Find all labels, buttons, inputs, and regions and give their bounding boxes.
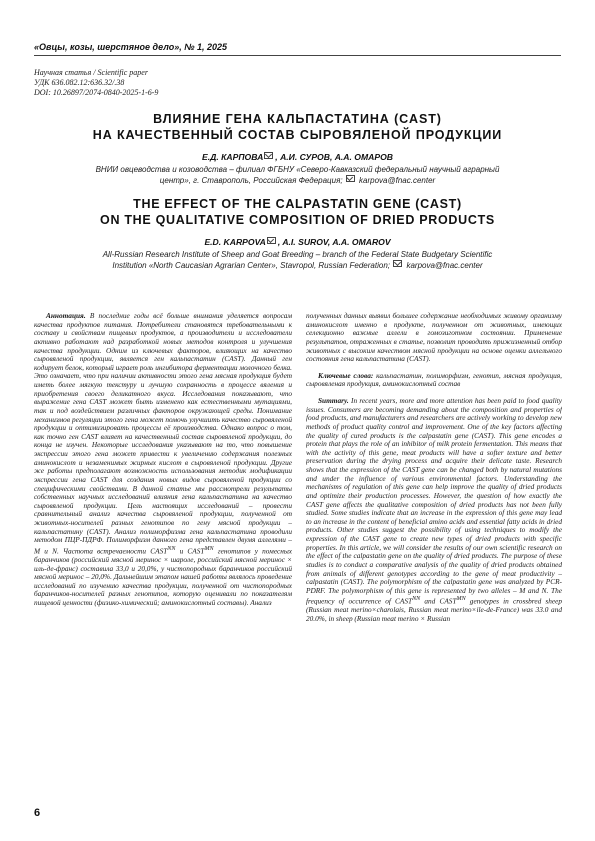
en-summary-text-3: genotypes in crossbred sheep (Russian meat merino×charolais, Russian meat merino×ile-de-France) was 33.0 and 20.0%, in sheep (Russian meat merino × Russian bbox=[306, 596, 562, 624]
ru-title bbox=[34, 111, 561, 143]
ru-title-line-2: НА КАЧЕСТВЕННЫЙ СОСТАВ СЫРОВЯЛЕНОЙ ПРОДУКЦИИ bbox=[92, 128, 503, 142]
en-summary-text: In recent years, more and more attention has been paid to food quality issues. Consumers are becoming demanding about the composition and properties of food products, and manufacturers and researchers are actively working to develop new methods of product quality control and improvement. One of the key factors affecting the quality of cured products is the calpastatin gene (CAST). This gene encodes a protein that plays the role of an inhibitor of milk protein fermentation. This means that with the activity of this gene, meat products will have a softer texture and better preservation during the drying process and acquire their delicate taste. Research shows that the expression of the CAST gene can be changed both by natural mutations and under the influence of various environmental factors. Understanding the mechanisms of regulation of this gene can help improve the quality of dried products and optimize their production processes. However, the question of how exactly the CAST gene affects the qualitative composition of dried products has not been fully studied. Some studies indicate that an increase in the expression of this gene may lead to an increase in the content of beneficial amino acids and essential fatty acids in dried products. Other studies suggest the possibility of using techniques to modify the expression of the CAST gene to create new types of dried products with specific properties. In this article, we will consider the results of our own scientific research on the effect of the calpastatin gene on the quality of dried products. The purpose of these studies is to conduct a comparative analysis of the quality of dried products obtained from animals of different genotypes according to the gene of meat productivity – calpastatin (CAST). The polymorphism of the calpastatin gene was analyzed by PCR-PDRF. The polymorphism of this gene is represented by two alleles – M and N. The frequency of occurrence of CAST bbox=[306, 396, 562, 606]
email-icon bbox=[264, 152, 273, 159]
en-authors bbox=[34, 237, 561, 247]
ru-keywords-text: кальпастатин, полиморфизм, генотип, мясная продукция, сыровяленая продукция, аминокислотный состав bbox=[306, 370, 562, 389]
header-rule bbox=[34, 55, 561, 56]
ru-aff-line-1: ВНИИ овцеводства и козоводства – филиал ФГБНУ «Северо-Кавказский федеральный научный аграрный bbox=[95, 165, 500, 174]
ru-authors-rest: , А.И. СУРОВ, А.А. ОМАРОВ bbox=[275, 152, 393, 162]
ru-author-1: Е.Д. КАРПОВА bbox=[202, 152, 264, 162]
sup-nn-en: NN bbox=[412, 596, 421, 603]
en-email[interactable]: karpova@fnac.center bbox=[406, 261, 483, 270]
ru-abstract bbox=[34, 312, 292, 608]
ru-abstract-text-2: и CAST bbox=[175, 546, 205, 556]
ru-abstract-label: Аннотация. bbox=[46, 312, 86, 320]
sup-nn: NN bbox=[167, 545, 176, 552]
ru-email[interactable]: karpova@fnac.center bbox=[359, 176, 436, 185]
en-aff-line-2: Institution «North Caucasian Agrarian Center», Stavropol, Russian Federation; bbox=[112, 261, 393, 270]
en-summary-label: Summary. bbox=[318, 396, 349, 405]
en-title bbox=[34, 196, 561, 228]
email-icon bbox=[267, 237, 276, 244]
sup-mn-en: MN bbox=[456, 596, 466, 603]
journal-header: «Овцы, козы, шерстяное дело», № 1, 2025 bbox=[34, 42, 228, 52]
ru-title-line-1: ВЛИЯНИЕ ГЕНА КАЛЬПАСТАТИНА (CAST) bbox=[153, 112, 442, 126]
email-icon bbox=[393, 260, 402, 267]
sup-mn: MN bbox=[204, 545, 214, 552]
en-author-1: E.D. KARPOVA bbox=[204, 237, 266, 247]
page-number: 6 bbox=[34, 807, 41, 819]
en-summary bbox=[306, 397, 562, 624]
ru-abstract-continued: полученных данных выявил большее содержание необходимых живому организму аминокислот именно в продукте, полученном от животных, имеющих селекционно важные аллели в гомозиготном состоянии. Применение результатов, отраженных в статье, позволит проводить прижизненный отбор животных с высоким качеством мясной продукции на основе оценки аллельного состояния гена кальпастатина (CAST). bbox=[306, 312, 562, 364]
en-title-line-2: ON THE QUALITATIVE COMPOSITION OF DRIED PRODUCTS bbox=[100, 213, 495, 227]
left-column bbox=[34, 312, 292, 807]
article-type: Научная статья / Scientific paper bbox=[34, 68, 148, 77]
ru-authors bbox=[34, 152, 561, 162]
udc-code: УДК 636.082.12:636.32/.38 bbox=[34, 78, 125, 87]
email-icon bbox=[346, 175, 355, 182]
ru-affiliation bbox=[40, 165, 555, 186]
en-title-line-1: THE EFFECT OF THE CALPASTATIN GENE (CAST) bbox=[133, 197, 462, 211]
doi: DOI: 10.26897/2074-0840-2025-1-6-9 bbox=[34, 88, 159, 97]
article-meta bbox=[34, 68, 158, 98]
ru-keywords-label: Ключевые слова: bbox=[318, 370, 374, 380]
right-column bbox=[306, 312, 562, 807]
ru-abstract-text: В последние годы всё больше внимания уделяется вопросам качества продуктов питания. Потребители становятся требовательными к составу и свойствам пищевых продуктов, а производители и исследователи активно работают над разработкой новых методов контроля и улучшения качества продукции. Одним из ключевых факторов, влияющих на качество сыровяленой продукции, является ген кальпастатин (CAST). Данный ген кодирует белок, который играет роль ингибитора ферментации молочного белка. Это означает, что при наличии активности этого гена мясная продукция будет иметь более мягкую текстуру и лучшую сохранность в процессе вяления и приобретения своего деликатного вкуса. Исследования показывают, что выражение гена CAST может быть изменено как естественными мутациями, так и под воздействием различных факторов окружающей среды. Понимание механизмов регуляции этого гена может помочь улучшить качество сыровяленой продукции и оптимизировать процессы её производства. Однако вопрос о том, как точно ген CAST влияет на качественный состав сыровяленой продукции, до конца не изучен. Некоторые исследования указывают на то, что повышение экспрессии этого гена может привести к увеличению содержания полезных аминокислот и незаменимых жирных кислот в сыровяленой продукции. Другие же работы предполагают возможность использования методик модификации экспрессии гена CAST для создания новых видов сыровяленой продукции со специфическими свойствами. В данной статье мы рассмотрели результаты собственных научных исследований влияния гена кальпастатина на качество сыровяленой продукции. Цель настоящих исследований – провести сравнительный анализ качества сыровяленой продукции, полученной от животных-носителей разных генотипов по гену мясной продукции – кальпастатину (CAST). Анализ полиморфизма гена кальпастатина проводили методом ПЦР-ПДРФ. Полиморфизм данного гена представлен двумя аллелями – M и N. Частота встречаемости CAST bbox=[34, 312, 292, 556]
en-authors-rest: , A.I. SUROV, A.A. OMAROV bbox=[277, 237, 391, 247]
ru-abstract-text-3: генотипов у помесных баранчиков (российский мясной меринос × шароле, российский мясной меринос × иль-де-франс) составила 33,0 и 20,0%, у чистопородных баранчиков российский мясной меринос – 20,0%. Дальнейшим этапом нашей работы являлось проведение исследований по изучению качества продукции, полученной от чистопородных баранчиков-носителей разных генотипов, которую оценивали по показателям пищевой ценности (физико-химический; аминокислотный составы). Анализ bbox=[34, 546, 292, 608]
en-affiliation bbox=[40, 250, 555, 271]
ru-keywords bbox=[306, 372, 562, 389]
en-aff-line-1: All-Russian Research Institute of Sheep and Goat Breeding – branch of the Federal State Budgetary Scientific bbox=[102, 250, 493, 259]
ru-aff-line-2: центр», г. Ставрополь, Российская Федерация; bbox=[159, 176, 345, 185]
en-summary-text-2: and CAST bbox=[420, 596, 457, 606]
